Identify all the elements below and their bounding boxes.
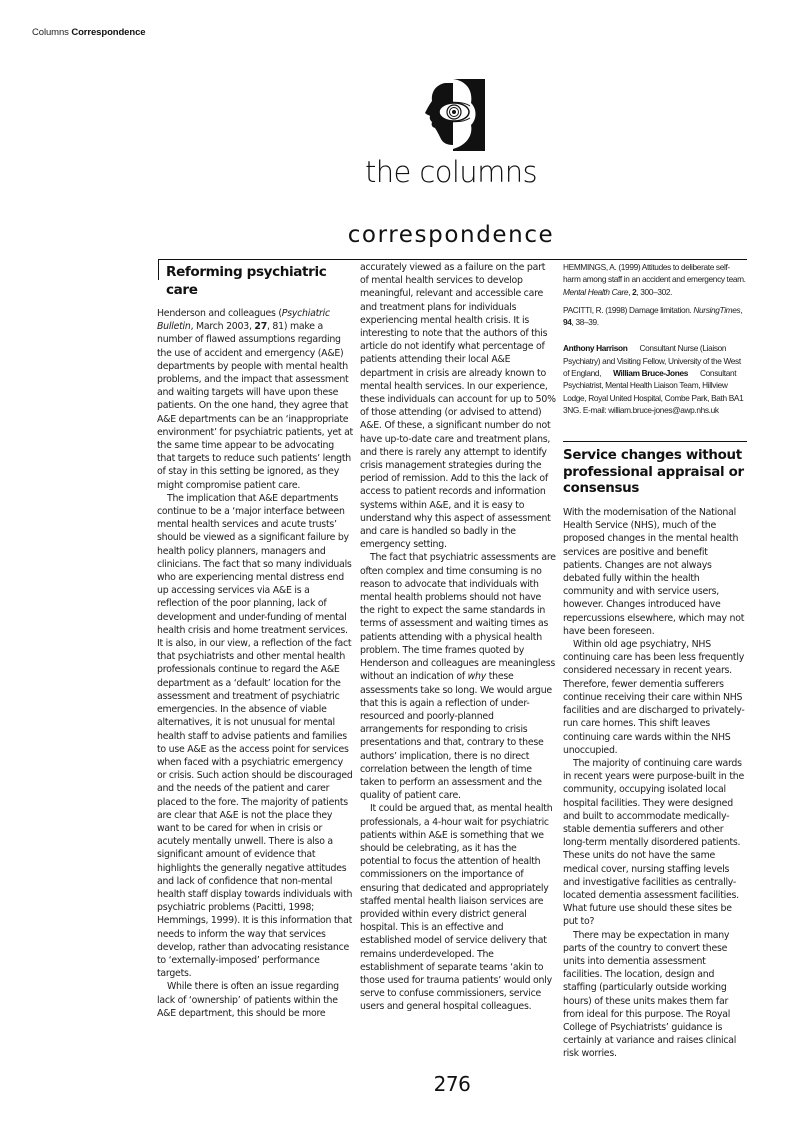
page-number: 276	[433, 1072, 471, 1096]
article-divider	[563, 441, 747, 442]
text: , 300–302.	[636, 286, 673, 297]
author-affiliation: Consultant Nurse (Liaison Psychiatry) and Visiting Fellow, University of the West of England,	[563, 343, 741, 379]
article-1-paragraph-1	[157, 307, 353, 492]
text: , 38–39.	[571, 317, 599, 328]
article-1-paragraph-3-cont: accurately viewed as a failure on the part of mental health services to develop meaningful, relevant and accessible care and treatment plans for individuals experiencing mental health crisis. It is interesting to note that the authors of this article do not identify what percentage of patients attending their local A&E department in crisis are already known to mental health services. In our experience, these individuals can account for up to 50% of those attending (or advised to attend) A&E. Of these, a significant number do not have up-to-date care and treatment plans, and there is rarely any attempt to identify crisis management strategies during the period of remission. Add to this the lack of access to patient records and information systems within A&E, and it is easy to understand why this aspect of assessment and care is handled so badly in the emergency setting.	[360, 262, 556, 551]
reference-item	[563, 304, 747, 329]
column-1	[157, 261, 353, 1020]
author-affiliation: Consultant Psychiatrist, Mental Health Liaison Team, Hillview Lodge, Royal United Hospital, Combe Park, Bath BA1 3NG. E-mail: william.bruce-jones@awp.nhs.uk	[563, 368, 744, 415]
volume-number: 2	[632, 286, 637, 297]
article-1-paragraph-2: The implication that A&E departments continue to be a ‘major interface between mental health services and acute trusts’ should be viewed as a significant failure by health policy planners, managers and clinicians. The fact that so many individuals who are experiencing mental distress end up accessing services via A&E is a reflection of the poor planning, lack of development and under-funding of mental health crisis and home treatment services. It is also, in our view, a reflection of the fact that psychiatrists and other mental health professionals continue to regard the A&E department as a ‘default’ location for the assessment and treatment of psychiatric emergencies. In the absence of viable alternatives, it is not unusual for mental health staff to advise patients and families to use A&E as the access point for services when faced with a psychiatric emergency or crisis. Such action should be discouraged and the needs of the patient and carer placed to the fore. The majority of patients are clear that A&E is not the place they want to be cared for when in crisis or acutely mentally unwell. There is also a significant amount of evidence that highlights the generally negative attitudes and lack of confidence that non-mental health staff display towards individuals with psychiatric problems (Pacitti, 1998; Hemmings, 1999). It is this information that needs to inform the way that services develop, rather than advocating resistance to ‘externally-imposed’ performance targets.	[157, 492, 353, 980]
article-2-paragraph-2: Within old age psychiatry, NHS continuing care has been less frequently considered necessary in recent years. Therefore, fewer dementia sufferers continue receiving their care within NHS facilities and are discharged to privately-run care homes. This shift leaves continuing care wards within the NHS unoccupied.	[563, 639, 745, 756]
journal-name: Psychiatric Bulletin	[157, 308, 330, 333]
article-1-title: Reforming psychiatric care	[166, 264, 327, 298]
masthead-title: the columns	[364, 155, 538, 189]
profile-head-with-eye-logo-icon	[423, 79, 487, 151]
volume-number: 27	[254, 321, 267, 333]
text: , March 2003,	[190, 321, 255, 333]
text: The fact that psychiatric assessments are often complex and time consuming is no reason to advocate that individuals with mental health problems should not have the right to expect the same standards in terms of assessment and waiting times as patients attending with a physical health problem. The time frames quoted by Henderson and colleagues are meaningless without an indication of	[360, 552, 556, 683]
emphasis: why	[467, 671, 487, 683]
reference-list	[563, 261, 747, 328]
text: ,	[740, 304, 743, 315]
article-2-title: Service changes without professional appraisal or consensus	[563, 448, 744, 497]
volume-number: 94	[563, 317, 572, 328]
journal-name: NursingTimes	[693, 304, 741, 315]
article-1-paragraph-3: While there is often an issue regarding lack of ‘ownership’ of patients within the A&E department, this should be more	[157, 981, 339, 1019]
article-1-paragraph-5: It could be argued that, as mental health professionals, a 4-hour wait for psychiatric patients within A&E is something that we should be celebrating, as it has the potential to focus the attention of health commissioners on the importance of ensuring that dedicated and appropriately staffed mental health liaison services are provided within every district general hospital. This is an effective and established model of service delivery that remains underdeveloped. The establishment of separate teams ‘akin to those used for trauma patients’ would only serve to confuse commissioners, service users and general hospital colleagues.	[360, 803, 553, 1013]
running-head-section: Columns	[32, 27, 69, 38]
column-3	[563, 261, 747, 1061]
author-block	[563, 342, 747, 416]
section-title: correspondence	[347, 222, 555, 248]
text: these assessments take so long. We would argue that this is again a reflection of under-resourced and poorly-planned arrangements for responding to crisis presentations and that, contrary to these authors’ implication, there is no direct correlation between the length of time taken to perform an assessment and the quality of patient care.	[360, 671, 552, 802]
top-rule-divider	[158, 259, 747, 260]
article-2-paragraph-3: The majority of continuing care wards in recent years were purpose-built in the community, occupying isolated local hospital facilities. They were designed and built to accommodate medically-stable dementia sufferers and other long-term mentally disordered patients. These units do not have the same medical cover, nursing staffing levels and investigative facilities as centrally-located dementia assessment facilities. What future use should these sites be put to?	[563, 757, 744, 928]
reference-item	[563, 261, 747, 298]
running-head-subsection: Correspondence	[71, 27, 146, 38]
article-2-paragraph-1: With the modernisation of the National Health Service (NHS), much of the proposed changes in the mental health services are positive and benefit patients. Changes are not always debated fully within the health community and with service users, however. Changes introduced have repercussions elsewhere, which may not have been foreseen.	[563, 507, 745, 637]
journal-name: Mental Health Care	[563, 286, 629, 297]
text: HEMMINGS, A. (1999) Attitudes to deliberate self-harm among staff in an accident and emergency team.	[563, 262, 746, 285]
article-2-paragraph-4: There may be expectation in many parts of the country to convert these units into dementia assessment facilities. The location, design and staffing (particularly outside working hours) of these units makes them far from ideal for this purpose. The Royal College of Psychiatrists’ guidance is certainly at variance and raises clinical risk worries.	[563, 929, 737, 1060]
text: Henderson and colleagues (	[157, 308, 282, 319]
text: , 81) make a number of flawed assumptions regarding the use of accident and emergency (A&E) departments by people with mental health problems, and the impact that assessment and waiting targets will have upon these patients. On the one hand, they agree that A&E departments can be an ‘inappropriate environment’ for psychiatric patients, yet at the same time appear to be advocating that targets to reduce such patients’ length of stay in this setting be ignored, as they might compromise patient care.	[157, 321, 353, 491]
article-1-paragraph-4	[360, 551, 556, 802]
text: ,	[628, 286, 633, 297]
text: PACITTI, R. (1998) Damage limitation.	[563, 304, 694, 315]
author-name: William Bruce-Jones	[613, 368, 689, 379]
running-head	[32, 27, 145, 38]
column-2	[360, 261, 556, 1014]
author-name: Anthony Harrison	[563, 343, 628, 354]
